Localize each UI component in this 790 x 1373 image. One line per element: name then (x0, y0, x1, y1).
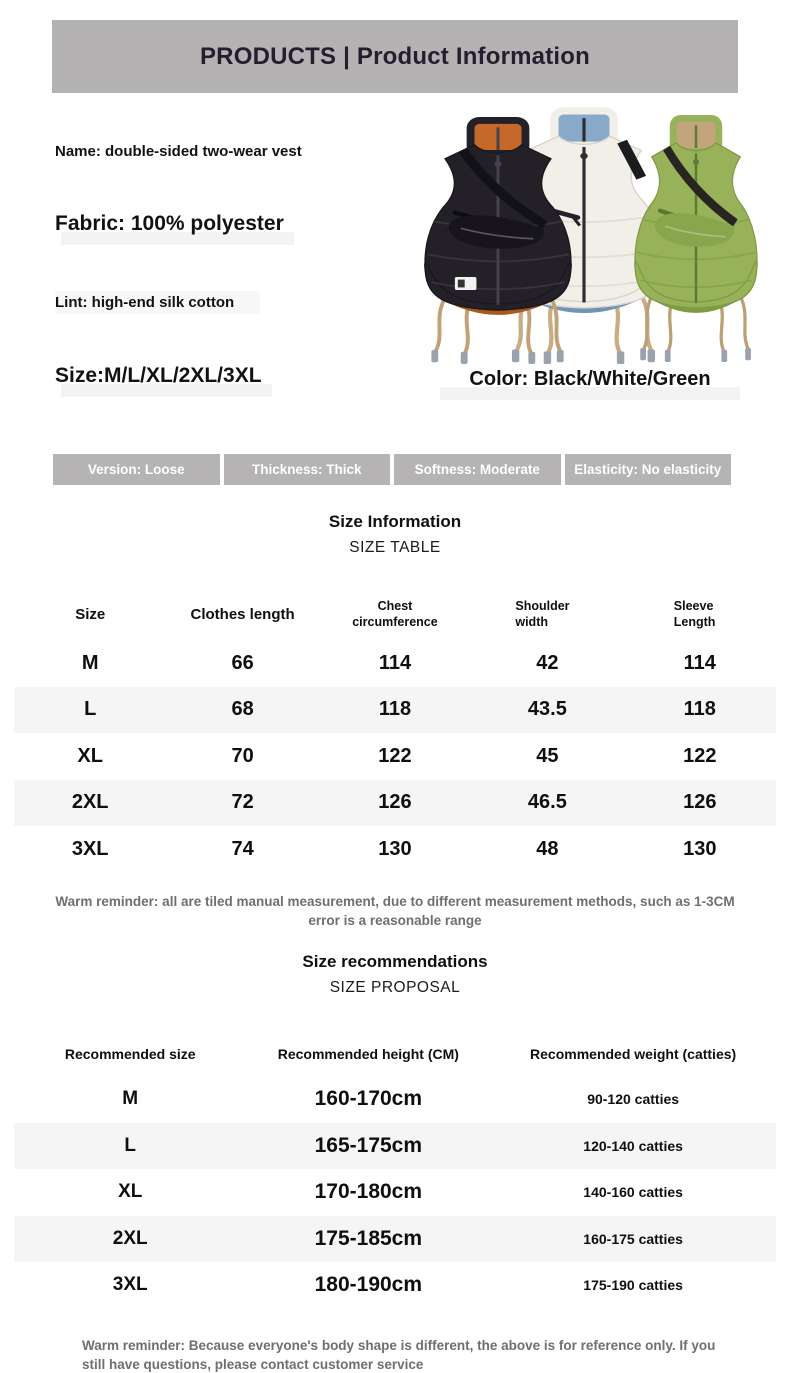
size-cell: 3XL (71, 837, 109, 860)
column-header: Chest circumference (352, 598, 438, 629)
height-cell: 170-180cm (314, 1180, 423, 1204)
value-cell: 48 (536, 837, 559, 860)
table-row (14, 1076, 776, 1123)
green-vest-image (614, 108, 778, 362)
size-cell: XL (118, 1181, 143, 1203)
weight-cell: 90-120 catties (587, 1091, 680, 1108)
table-row (14, 733, 776, 780)
table-row (14, 687, 776, 734)
column-header: Clothes length (190, 605, 295, 623)
value-cell: 114 (378, 651, 412, 674)
value-cell: 130 (683, 837, 717, 860)
value-cell: 74 (231, 837, 254, 860)
table-row (14, 1169, 776, 1216)
value-cell: 72 (231, 791, 254, 814)
string-tips (431, 350, 563, 364)
column-header: Recommended height (CM) (277, 1046, 459, 1062)
value-cell: 46.5 (527, 791, 567, 814)
column-header: Recommended size (64, 1046, 196, 1062)
product-lint-line: Lint: high-end silk cotton (55, 291, 260, 314)
product-sizes-line: Size:M/L/XL/2XL/3XL (55, 364, 262, 387)
value-cell: 126 (683, 791, 717, 814)
size-table-header-row (14, 588, 776, 640)
weight-cell: 175-190 catties (583, 1277, 683, 1294)
column-header: Sleeve Length (673, 598, 716, 629)
value-cell: 126 (378, 791, 412, 814)
value-cell: 45 (536, 744, 559, 767)
size-cell: L (124, 1134, 136, 1156)
column-header: Size (75, 605, 106, 623)
value-cell: 70 (231, 744, 254, 767)
table-row (14, 640, 776, 687)
size-info-title: Size Information (328, 512, 462, 531)
size-table (14, 588, 776, 873)
string-tips (640, 348, 751, 362)
product-color-line: Color: Black/White/Green (400, 368, 780, 391)
table-row (14, 826, 776, 873)
weight-cell: 160-175 catties (583, 1230, 683, 1247)
value-cell: 68 (231, 698, 254, 721)
product-fabric-line: Fabric: 100% polyester (55, 212, 284, 235)
recommendation-subtitle: SIZE PROPOSAL (329, 979, 461, 996)
value-cell: 66 (231, 651, 254, 674)
zipper-pull (495, 161, 502, 167)
weight-cell: 140-160 catties (583, 1184, 683, 1201)
size-cell: 2XL (112, 1227, 148, 1249)
black-vest-image (400, 110, 596, 364)
height-cell: 180-190cm (314, 1273, 423, 1297)
recommendation-title: Size recommendations (302, 952, 488, 971)
brand-patch (455, 277, 477, 290)
size-cell: L (84, 698, 97, 721)
body-shape-note: Warm reminder: Because everyone's body shape is different, the above is for reference only. If you still have questions, please contact customer service (82, 1337, 716, 1373)
table-row (14, 1123, 776, 1170)
value-cell: 122 (378, 744, 412, 767)
size-cell: 2XL (71, 791, 109, 814)
product-photo (400, 104, 780, 366)
value-cell: 118 (378, 698, 412, 721)
table-row (14, 1262, 776, 1309)
column-header: Recommended weight (catties) (530, 1046, 737, 1062)
value-cell: 122 (683, 744, 717, 767)
size-cell: 3XL (112, 1274, 148, 1296)
size-cell: M (81, 651, 99, 674)
zipper-pull (693, 159, 699, 165)
page-title: PRODUCTS | Product Information (199, 42, 591, 70)
value-cell: 43.5 (527, 698, 567, 721)
product-name-line: Name: double-sided two-wear vest (55, 143, 302, 160)
height-cell: 175-185cm (314, 1226, 423, 1250)
height-cell: 165-175cm (314, 1133, 423, 1157)
value-cell: 42 (536, 651, 559, 674)
height-cell: 160-170cm (314, 1087, 423, 1111)
recommendation-header-row (14, 1032, 776, 1076)
value-cell: 114 (683, 651, 716, 674)
size-cell: XL (77, 744, 103, 767)
badge-thickness: Thickness: Thick (224, 454, 391, 485)
measurement-note: Warm reminder: all are tiled manual measurement, due to different measurement methods, such as 1-3CM error is a reasonable range (55, 893, 735, 929)
size-cell: M (122, 1088, 139, 1110)
table-row (14, 1216, 776, 1263)
size-info-subtitle: SIZE TABLE (349, 539, 441, 556)
page-title-bar (52, 20, 738, 93)
value-cell: 118 (683, 698, 716, 721)
recommendation-table (14, 1032, 776, 1309)
table-row (14, 780, 776, 827)
weight-cell: 120-140 catties (583, 1137, 683, 1154)
attribute-badges (53, 454, 731, 485)
badge-version: Version: Loose (53, 454, 220, 485)
badge-softness: Softness: Moderate (394, 454, 561, 485)
value-cell: 130 (378, 837, 412, 860)
column-header: Shoulder width (515, 598, 570, 629)
badge-elasticity: Elasticity: No elasticity (565, 454, 732, 485)
